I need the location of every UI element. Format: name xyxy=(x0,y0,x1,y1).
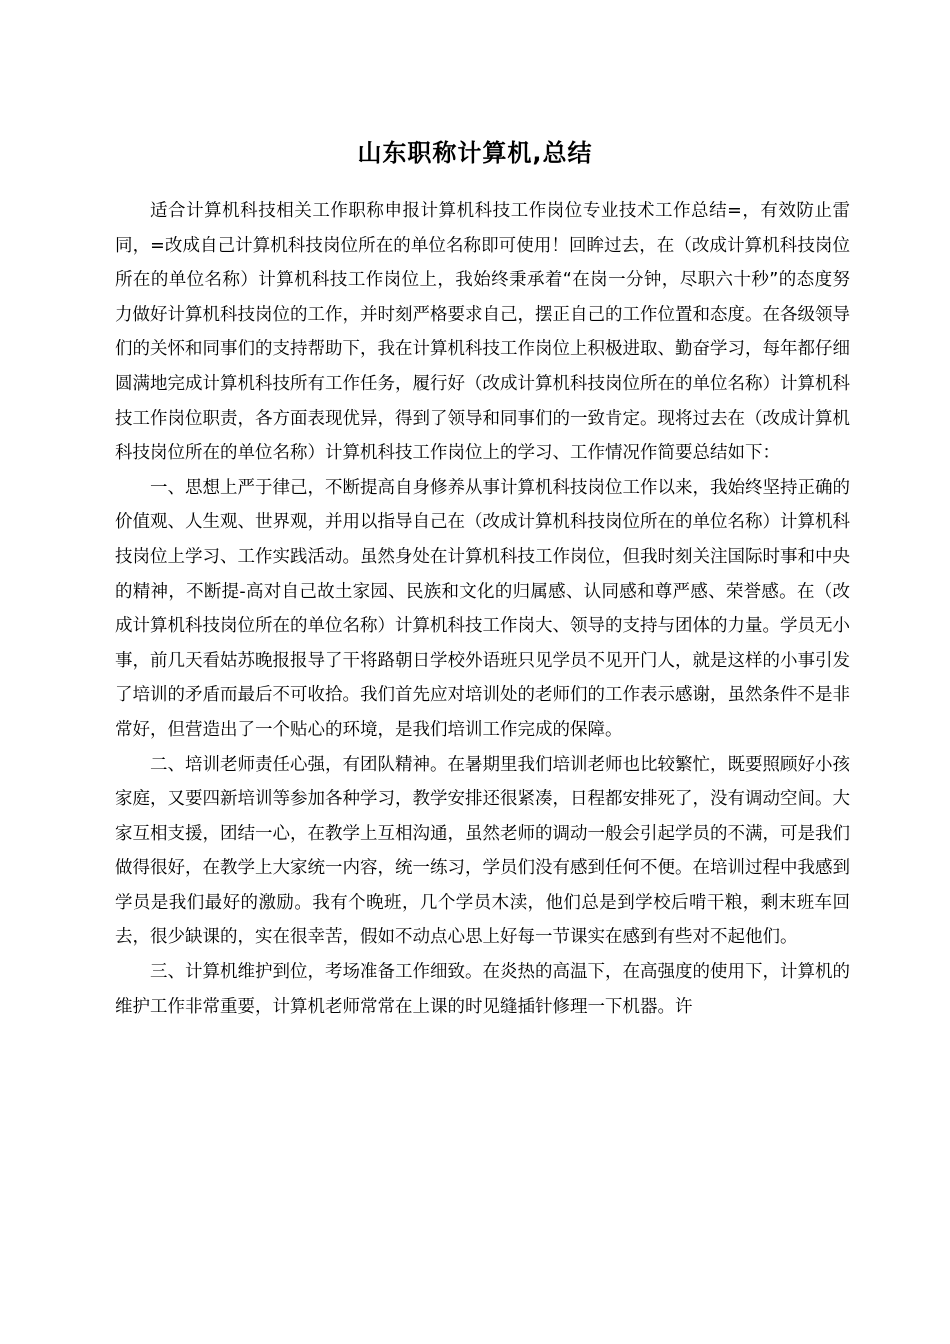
document-body xyxy=(115,194,850,1024)
document-title: 山东职称计算机,总结 xyxy=(357,139,593,167)
paragraph-section-2: 二、培训老师责任心强，有团队精神。在暑期里我们培训老师也比较繁忙，既要照顾好小孩家庭，又要四新培训等参加各种学习，教学安排还很紧凑，日程都安排死了，没有调动空间。大家互相支援，团结一心，在教学上互相沟通，虽然老师的调动一般会引起学员的不满，可是我们做得很好，在教学上大家统一内容，统一练习，学员们没有感到任何不便。在培训过程中我感到学员是我们最好的激励。我有个晚班，几个学员木渎，他们总是到学校后啃干粮，剩末班车回去，很少缺课的，实在很幸苦，假如不动点心思上好每一节课实在感到有些对不起他们。 xyxy=(115,754,850,948)
paragraph-section-3: 三、计算机维护到位，考场准备工作细致。在炎热的高温下，在高强度的使用下，计算机的维护工作非常重要，计算机老师常常在上课的时见缝插针修理一下机器。许 xyxy=(115,962,850,1017)
paragraph-section-1: 一、思想上严于律己，不断提高自身修养从事计算机科技岗位工作以来，我始终坚持正确的价值观、人生观、世界观，并用以指导自己在（改成计算机科技岗位所在的单位名称）计算机科技岗位上学习、工作实践活动。虽然身处在计算机科技工作岗位，但我时刻关注国际时事和中央的精神，不断提-高对自己故土家园、民族和文化的归属感、认同感和尊严感、荣誉感。在（改成计算机科技岗位所在的单位名称）计算机科技工作岗大、领导的支持与团体的力量。学员无小事，前几天看姑苏晚报报导了干将路朝日学校外语班只见学员不见开门人，就是这样的小事引发了培训的矛盾而最后不可收拾。我们首先应对培训处的老师们的工作表示感谢，虽然条件不是非常好，但营造出了一个贴心的环境，是我们培训工作完成的保障。 xyxy=(115,477,850,740)
paragraph-intro: 适合计算机科技相关工作职称申报计算机科技工作岗位专业技术工作总结=，有效防止雷同，=改成自己计算机科技岗位所在的单位名称即可使用！回眸过去，在（改成计算机科技岗位所在的单位名称）计算机科技工作岗位上，我始终秉承着“在岗一分钟，尽职六十秒”的态度努力做好计算机科技岗位的工作，并时刻严格要求自己，摆正自己的工作位置和态度。在各级领导们的关怀和同事们的支持帮助下，我在计算机科技工作岗位上积极进取、勤奋学习，每年都仔细圆满地完成计算机科技所有工作任务，履行好（改成计算机科技岗位所在的单位名称）计算机科技工作岗位职责，各方面表现优异，得到了领导和同事们的一致肯定。现将过去在（改成计算机科技岗位所在的单位名称）计算机科技工作岗位上的学习、工作情况作简要总结如下： xyxy=(115,201,850,464)
